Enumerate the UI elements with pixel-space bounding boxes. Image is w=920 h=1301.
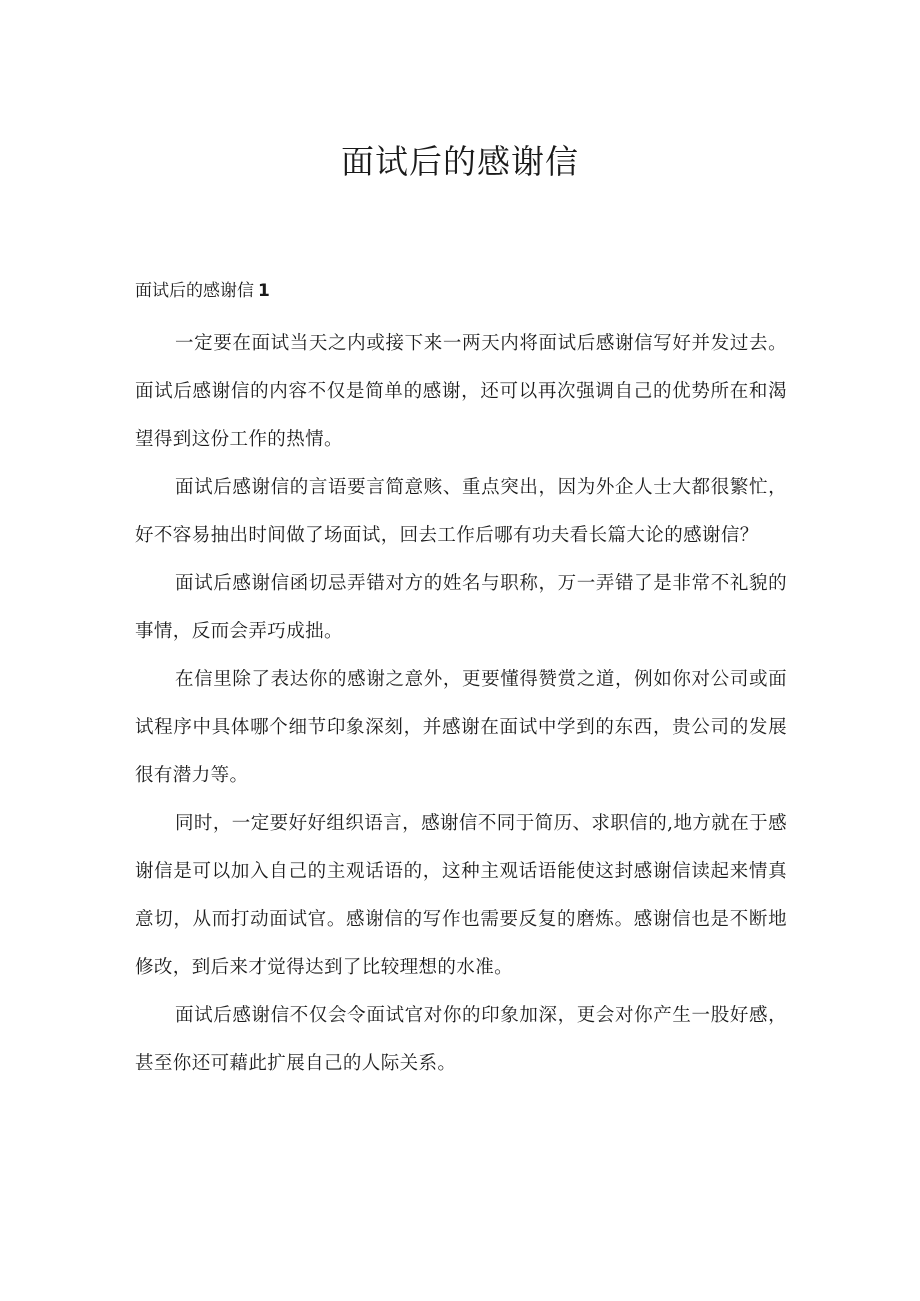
paragraph: 面试后感谢信函切忌弄错对方的姓名与职称，万一弄错了是非常不礼貌的事情，反而会弄巧成拙。 bbox=[135, 573, 787, 642]
paragraph: 同时，一定要好好组织语言，感谢信不同于简历、求职信的,地方就在于感谢信是可以加入自己的主观话语的，这种主观话语能使这封感谢信读起来情真意切，从而打动面试官。感谢信的写作也需要反复的磨炼。感谢信也是不断地修改，到后来才觉得达到了比较理想的水准。 bbox=[135, 813, 787, 978]
body-text bbox=[135, 320, 787, 1088]
paragraph: 一定要在面试当天之内或接下来一两天内将面试后感谢信写好并发过去。面试后感谢信的内容不仅是简单的感谢，还可以再次强调自己的优势所在和渴望得到这份工作的热情。 bbox=[135, 333, 787, 450]
paragraph: 面试后感谢信不仅会令面试官对你的印象加深，更会对你产生一股好感，甚至你还可藉此扩展自己的人际关系。 bbox=[135, 1005, 787, 1074]
paragraph: 在信里除了表达你的感谢之意外，更要懂得赞赏之道，例如你对公司或面试程序中具体哪个细节印象深刻，并感谢在面试中学到的东西，贵公司的发展很有潜力等。 bbox=[135, 669, 787, 786]
section-heading-text: 面试后的感谢信 bbox=[135, 281, 254, 301]
document-title: 面试后的感谢信 bbox=[341, 142, 579, 181]
paragraph: 面试后感谢信的言语要言简意赅、重点突出，因为外企人士大都很繁忙，好不容易抽出时间做了场面试，回去工作后哪有功夫看长篇大论的感谢信？ bbox=[135, 477, 787, 546]
section-heading-number: 1 bbox=[258, 281, 270, 301]
section-heading bbox=[135, 276, 270, 306]
